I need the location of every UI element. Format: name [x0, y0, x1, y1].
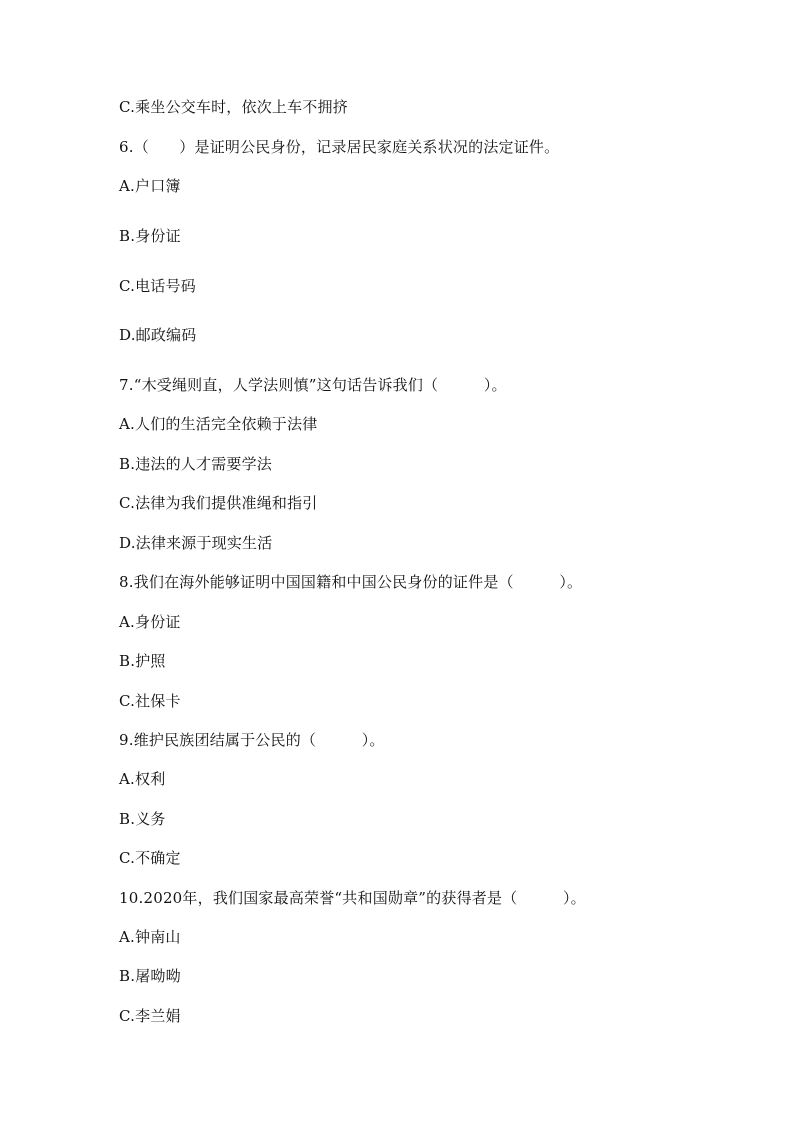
question-10: 10.2020年，我们国家最高荣誉“共和国勋章”的获得者是（ ）。	[119, 889, 586, 907]
option-8b: B.护照	[119, 652, 166, 670]
option-6a: A.户口簿	[119, 177, 181, 195]
option-6d: D.邮政编码	[119, 326, 197, 344]
question-8: 8.我们在海外能够证明中国国籍和中国公民身份的证件是（ ）。	[119, 573, 583, 591]
option-7b: B.违法的人才需要学法	[119, 455, 272, 473]
question-7: 7.“木受绳则直，人学法则慎”这句话告诉我们（ ）。	[119, 376, 507, 394]
option-10b: B.屠呦呦	[119, 967, 181, 985]
option-5c: C.乘坐公交车时，依次上车不拥挤	[119, 98, 348, 116]
option-7c: C.法律为我们提供准绳和指引	[119, 494, 318, 512]
option-10c: C.李兰娟	[119, 1007, 181, 1025]
question-9: 9.维护民族团结属于公民的（ ）。	[119, 731, 385, 749]
option-8c: C.社保卡	[119, 692, 181, 710]
option-9a: A.权利	[119, 770, 166, 788]
option-9c: C.不确定	[119, 849, 181, 867]
question-6: 6.（ ）是证明公民身份，记录居民家庭关系状况的法定证件。	[119, 138, 560, 156]
option-6b: B.身份证	[119, 227, 181, 245]
option-10a: A.钟南山	[119, 928, 181, 946]
option-7d: D.法律来源于现实生活	[119, 534, 273, 552]
option-9b: B.义务	[119, 810, 166, 828]
option-7a: A.人们的生活完全依赖于法律	[119, 415, 318, 433]
option-6c: C.电话号码	[119, 277, 196, 295]
option-8a: A.身份证	[119, 613, 181, 631]
